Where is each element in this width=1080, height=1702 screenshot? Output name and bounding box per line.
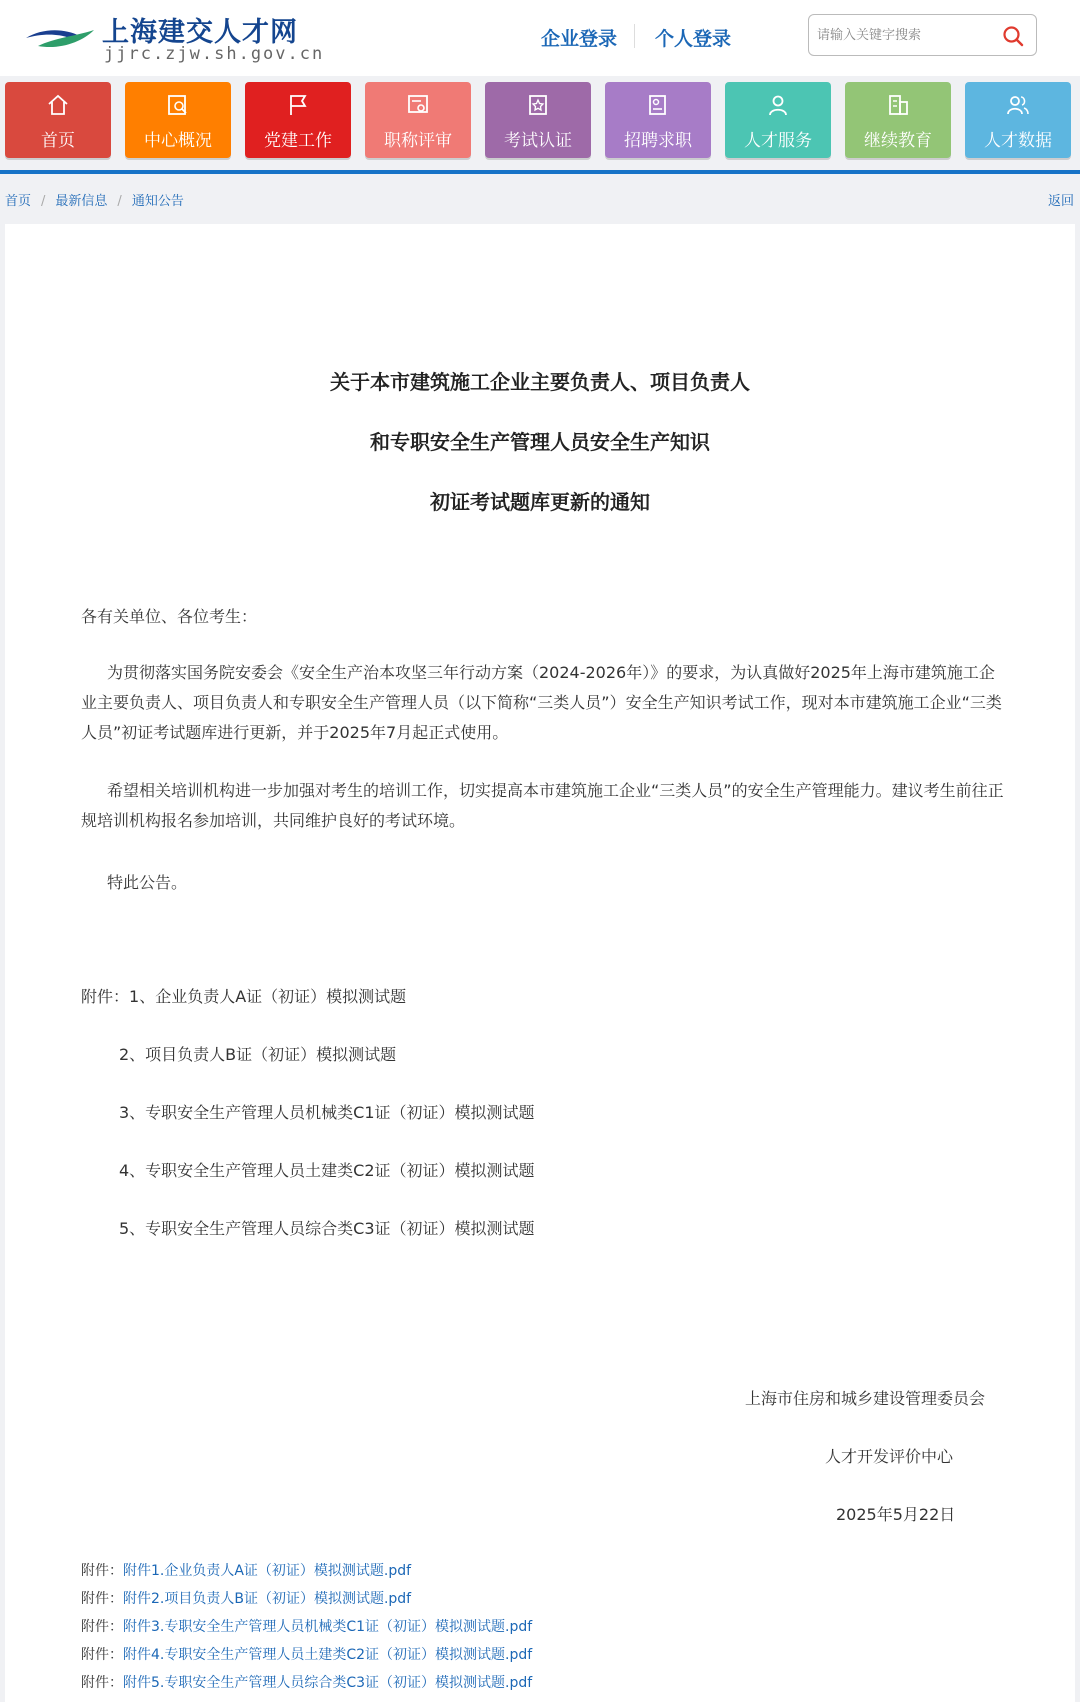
- signature-date: 2025年5月22日: [836, 1505, 956, 1524]
- file-link-2[interactable]: 附件2.项目负责人B证（初证）模拟测试题.pdf: [123, 1591, 412, 1607]
- breadcrumb: [5, 190, 184, 209]
- nav-continuing-education[interactable]: [845, 82, 951, 158]
- search-icon[interactable]: [1002, 25, 1024, 47]
- nav-label: 继续教育: [864, 131, 932, 151]
- attachment-prefix: 附件：: [81, 987, 130, 1006]
- attachment-item-5: 5、专职安全生产管理人员综合类C3证（初证）模拟测试题: [119, 1219, 535, 1238]
- nav-divider: [0, 170, 1080, 174]
- file-label: 附件：: [81, 1675, 123, 1691]
- file-row: [81, 1644, 532, 1664]
- nav-recruitment[interactable]: [605, 82, 711, 158]
- salutation: 各有关单位、各位考生：: [81, 607, 258, 626]
- nav-talent-data[interactable]: [965, 82, 1071, 158]
- breadcrumb-separator: /: [117, 194, 122, 209]
- personal-login-link[interactable]: 个人登录: [655, 28, 732, 50]
- nav-title-review[interactable]: [365, 82, 471, 158]
- attachment-item-3: 3、专职安全生产管理人员机械类C1证（初证）模拟测试题: [119, 1103, 535, 1122]
- document-search-icon: [165, 92, 191, 118]
- nav-label: 人才数据: [984, 131, 1052, 151]
- nav-label: 党建工作: [264, 131, 332, 151]
- main-nav: [0, 82, 1080, 162]
- file-link-4[interactable]: 附件4.专职安全生产管理人员土建类C2证（初证）模拟测试题.pdf: [123, 1647, 533, 1663]
- file-row: [81, 1616, 532, 1636]
- attachment-item-4: 4、专职安全生产管理人员土建类C2证（初证）模拟测试题: [119, 1161, 535, 1180]
- file-link-1[interactable]: 附件1.企业负责人A证（初证）模拟测试题.pdf: [123, 1563, 412, 1579]
- article-panel: [5, 224, 1075, 1702]
- nav-label: 考试认证: [504, 131, 572, 151]
- badge-star-icon: [525, 92, 551, 118]
- nav-exam-certification[interactable]: [485, 82, 591, 158]
- file-link-5[interactable]: 附件5.专职安全生产管理人员综合类C3证（初证）模拟测试题.pdf: [123, 1675, 533, 1691]
- breadcrumb-notices[interactable]: 通知公告: [131, 194, 184, 209]
- attachment-list-item: [81, 984, 406, 1007]
- file-label: 附件：: [81, 1647, 123, 1663]
- site-title: 上海建交人才网: [102, 17, 298, 48]
- back-link[interactable]: 返回: [1047, 194, 1074, 209]
- nav-party-building[interactable]: [245, 82, 351, 158]
- nav-label: 中心概况: [144, 131, 212, 151]
- signature-org: 上海市住房和城乡建设管理委员会: [745, 1389, 986, 1408]
- nav-talent-service[interactable]: [725, 82, 831, 158]
- file-label: 附件：: [81, 1563, 123, 1579]
- article-title-line-3: 初证考试题库更新的通知: [430, 490, 650, 514]
- search-box: [808, 14, 1037, 56]
- logo-swoosh-icon: [24, 24, 96, 54]
- site-url: jjrc.zjw.sh.gov.cn: [104, 44, 325, 64]
- attachment-item-1: 1、企业负责人A证（初证）模拟测试题: [129, 987, 407, 1006]
- nav-label: 职称评审: [384, 131, 452, 151]
- users-icon: [1005, 92, 1031, 118]
- site-header: [0, 0, 1080, 76]
- site-logo[interactable]: [24, 10, 325, 68]
- attachment-item-2: 2、项目负责人B证（初证）模拟测试题: [119, 1045, 397, 1064]
- nav-home[interactable]: [5, 82, 111, 158]
- breadcrumb-separator: /: [41, 194, 46, 209]
- certificate-icon: [405, 92, 431, 118]
- file-label: 附件：: [81, 1619, 123, 1635]
- nav-label: 人才服务: [744, 131, 812, 151]
- file-label: 附件：: [81, 1591, 123, 1607]
- file-row: [81, 1588, 411, 1608]
- paragraph-2: 希望相关培训机构进一步加强对考生的培训工作，切实提高本市建筑施工企业“三类人员”的安全生产管理能力。建议考生前往正规培训机构报名参加培训，共同维护良好的考试环境。: [81, 781, 1004, 830]
- paragraph-1: 为贯彻落实国务院安委会《安全生产治本攻坚三年行动方案（2024-2026年）》的要求，为认真做好2025年上海市建筑施工企业主要负责人、项目负责人和专职安全生产管理人员（以下简称“三类人员”）安全生产知识考试工作，现对本市建筑施工企业“三类人员”初证考试题库进行更新，并于2025年7月起正式使用。: [81, 663, 1002, 742]
- breadcrumb-latest-info[interactable]: 最新信息: [55, 194, 108, 209]
- file-row: [81, 1672, 532, 1692]
- file-link-3[interactable]: 附件3.专职安全生产管理人员机械类C1证（初证）模拟测试题.pdf: [123, 1619, 533, 1635]
- breadcrumb-home[interactable]: 首页: [5, 194, 32, 209]
- search-input[interactable]: [817, 24, 987, 46]
- user-icon: [765, 92, 791, 118]
- article-title-line-2: 和专职安全生产管理人员安全生产知识: [370, 430, 710, 454]
- nav-label: 招聘求职: [624, 131, 692, 151]
- enterprise-login-link[interactable]: 企业登录: [541, 28, 618, 50]
- file-row: [81, 1560, 411, 1580]
- login-divider: [634, 24, 635, 48]
- article-title-line-1: 关于本市建筑施工企业主要负责人、项目负责人: [330, 370, 750, 394]
- nav-center-overview[interactable]: [125, 82, 231, 158]
- closing: 特此公告。: [107, 873, 188, 892]
- signature-dept: 人才开发评价中心: [825, 1447, 954, 1466]
- flag-icon: [285, 92, 311, 118]
- resume-icon: [645, 92, 671, 118]
- home-icon: [45, 92, 71, 118]
- nav-label: 首页: [41, 131, 75, 151]
- building-icon: [885, 92, 911, 118]
